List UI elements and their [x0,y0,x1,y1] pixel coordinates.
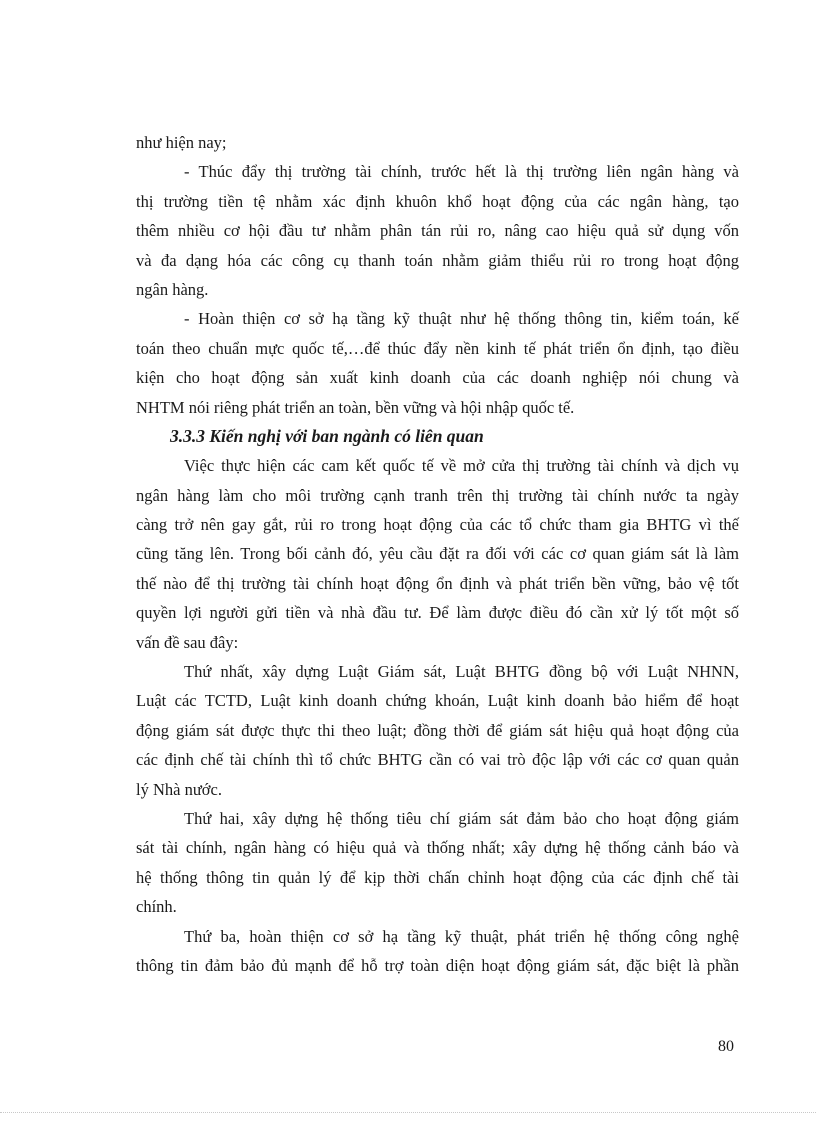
text-line: sát tài chính, ngân hàng có hiệu quả và thống nhất; xây dựng hệ thống cảnh báo và [136,838,739,858]
text-line: - Hoàn thiện cơ sở hạ tầng kỹ thuật như hệ thống thông tin, kiểm toán, kế [184,309,739,329]
text-line: càng trở nên gay gắt, rủi ro trong hoạt động của các tổ chức tham gia BHTG vì thế [136,515,739,535]
text-line: vấn đề sau đây: [136,632,239,652]
text-line: thế nào để thị trường tài chính hoạt động ổn định và phát triển bền vững, bảo vệ tốt [136,573,739,593]
text-line: hệ thống thông tin quản lý để kịp thời chấn chỉnh hoạt động của các định chế tài [136,867,739,887]
page-bottom-border [0,1112,816,1113]
section-heading: 3.3.3 Kiến nghị với ban ngành có liên quan [170,425,484,446]
text-line: - Thúc đẩy thị trường tài chính, trước hết là thị trường liên ngân hàng và [184,162,739,182]
text-line: lý Nhà nước. [136,779,222,799]
text-line: thông tin đảm bảo đủ mạnh để hỗ trợ toàn diện hoạt động giám sát, đặc biệt là phần [136,955,739,975]
text-line: các định chế tài chính thì tổ chức BHTG cần có vai trò độc lập với các cơ quan quản [136,750,739,770]
document-body [136,128,739,980]
page-number: 80 [718,1038,734,1055]
text-line: thị trường tiền tệ nhằm xác định khuôn khổ hoạt động của các ngân hàng, tạo [136,191,739,211]
text-line: như hiện nay; [136,133,227,152]
text-line: và đa dạng hóa các công cụ thanh toán nhằm giảm thiểu rủi ro trong hoạt động [136,250,739,270]
text-line: ngân hàng làm cho môi trường cạnh tranh trên thị trường tài chính nước ta ngày [136,485,739,505]
text-line: toán theo chuẩn mực quốc tế,…để thúc đẩy nền kinh tế phát triển ổn định, tạo điều [136,338,739,358]
text-line: Thứ nhất, xây dựng Luật Giám sát, Luật BHTG đồng bộ với Luật NHNN, [184,662,739,682]
text-line: NHTM nói riêng phát triển an toàn, bền vững và hội nhập quốc tế. [136,397,575,417]
text-line: ngân hàng. [136,279,209,299]
text-line: kiện cho hoạt động sản xuất kinh doanh của các doanh nghiệp nói chung và [136,368,739,388]
text-line: thêm nhiều cơ hội đầu tư nhằm phân tán rủi ro, nâng cao hiệu quả sử dụng vốn [136,221,739,241]
text-line: động giám sát được thực thi theo luật; đồng thời để giám sát hiệu quả hoạt động của [136,720,739,740]
text-line: quyền lợi người gửi tiền và nhà đầu tư. Để làm được điều đó cần xử lý tốt một số [136,603,739,623]
text-line: Luật các TCTD, Luật kinh doanh chứng khoán, Luật kinh doanh bảo hiểm để hoạt [136,691,739,711]
text-line: Thứ hai, xây dựng hệ thống tiêu chí giám sát đảm bảo cho hoạt động giám [184,808,739,828]
text-line: Việc thực hiện các cam kết quốc tế về mở cửa thị trường tài chính và dịch vụ [184,456,739,476]
text-line: cũng tăng lên. Trong bối cảnh đó, yêu cầu đặt ra đối với các cơ quan giám sát là làm [136,544,739,564]
text-line: chính. [136,897,177,917]
text-line: Thứ ba, hoàn thiện cơ sở hạ tầng kỹ thuật, phát triển hệ thống công nghệ [184,926,739,946]
